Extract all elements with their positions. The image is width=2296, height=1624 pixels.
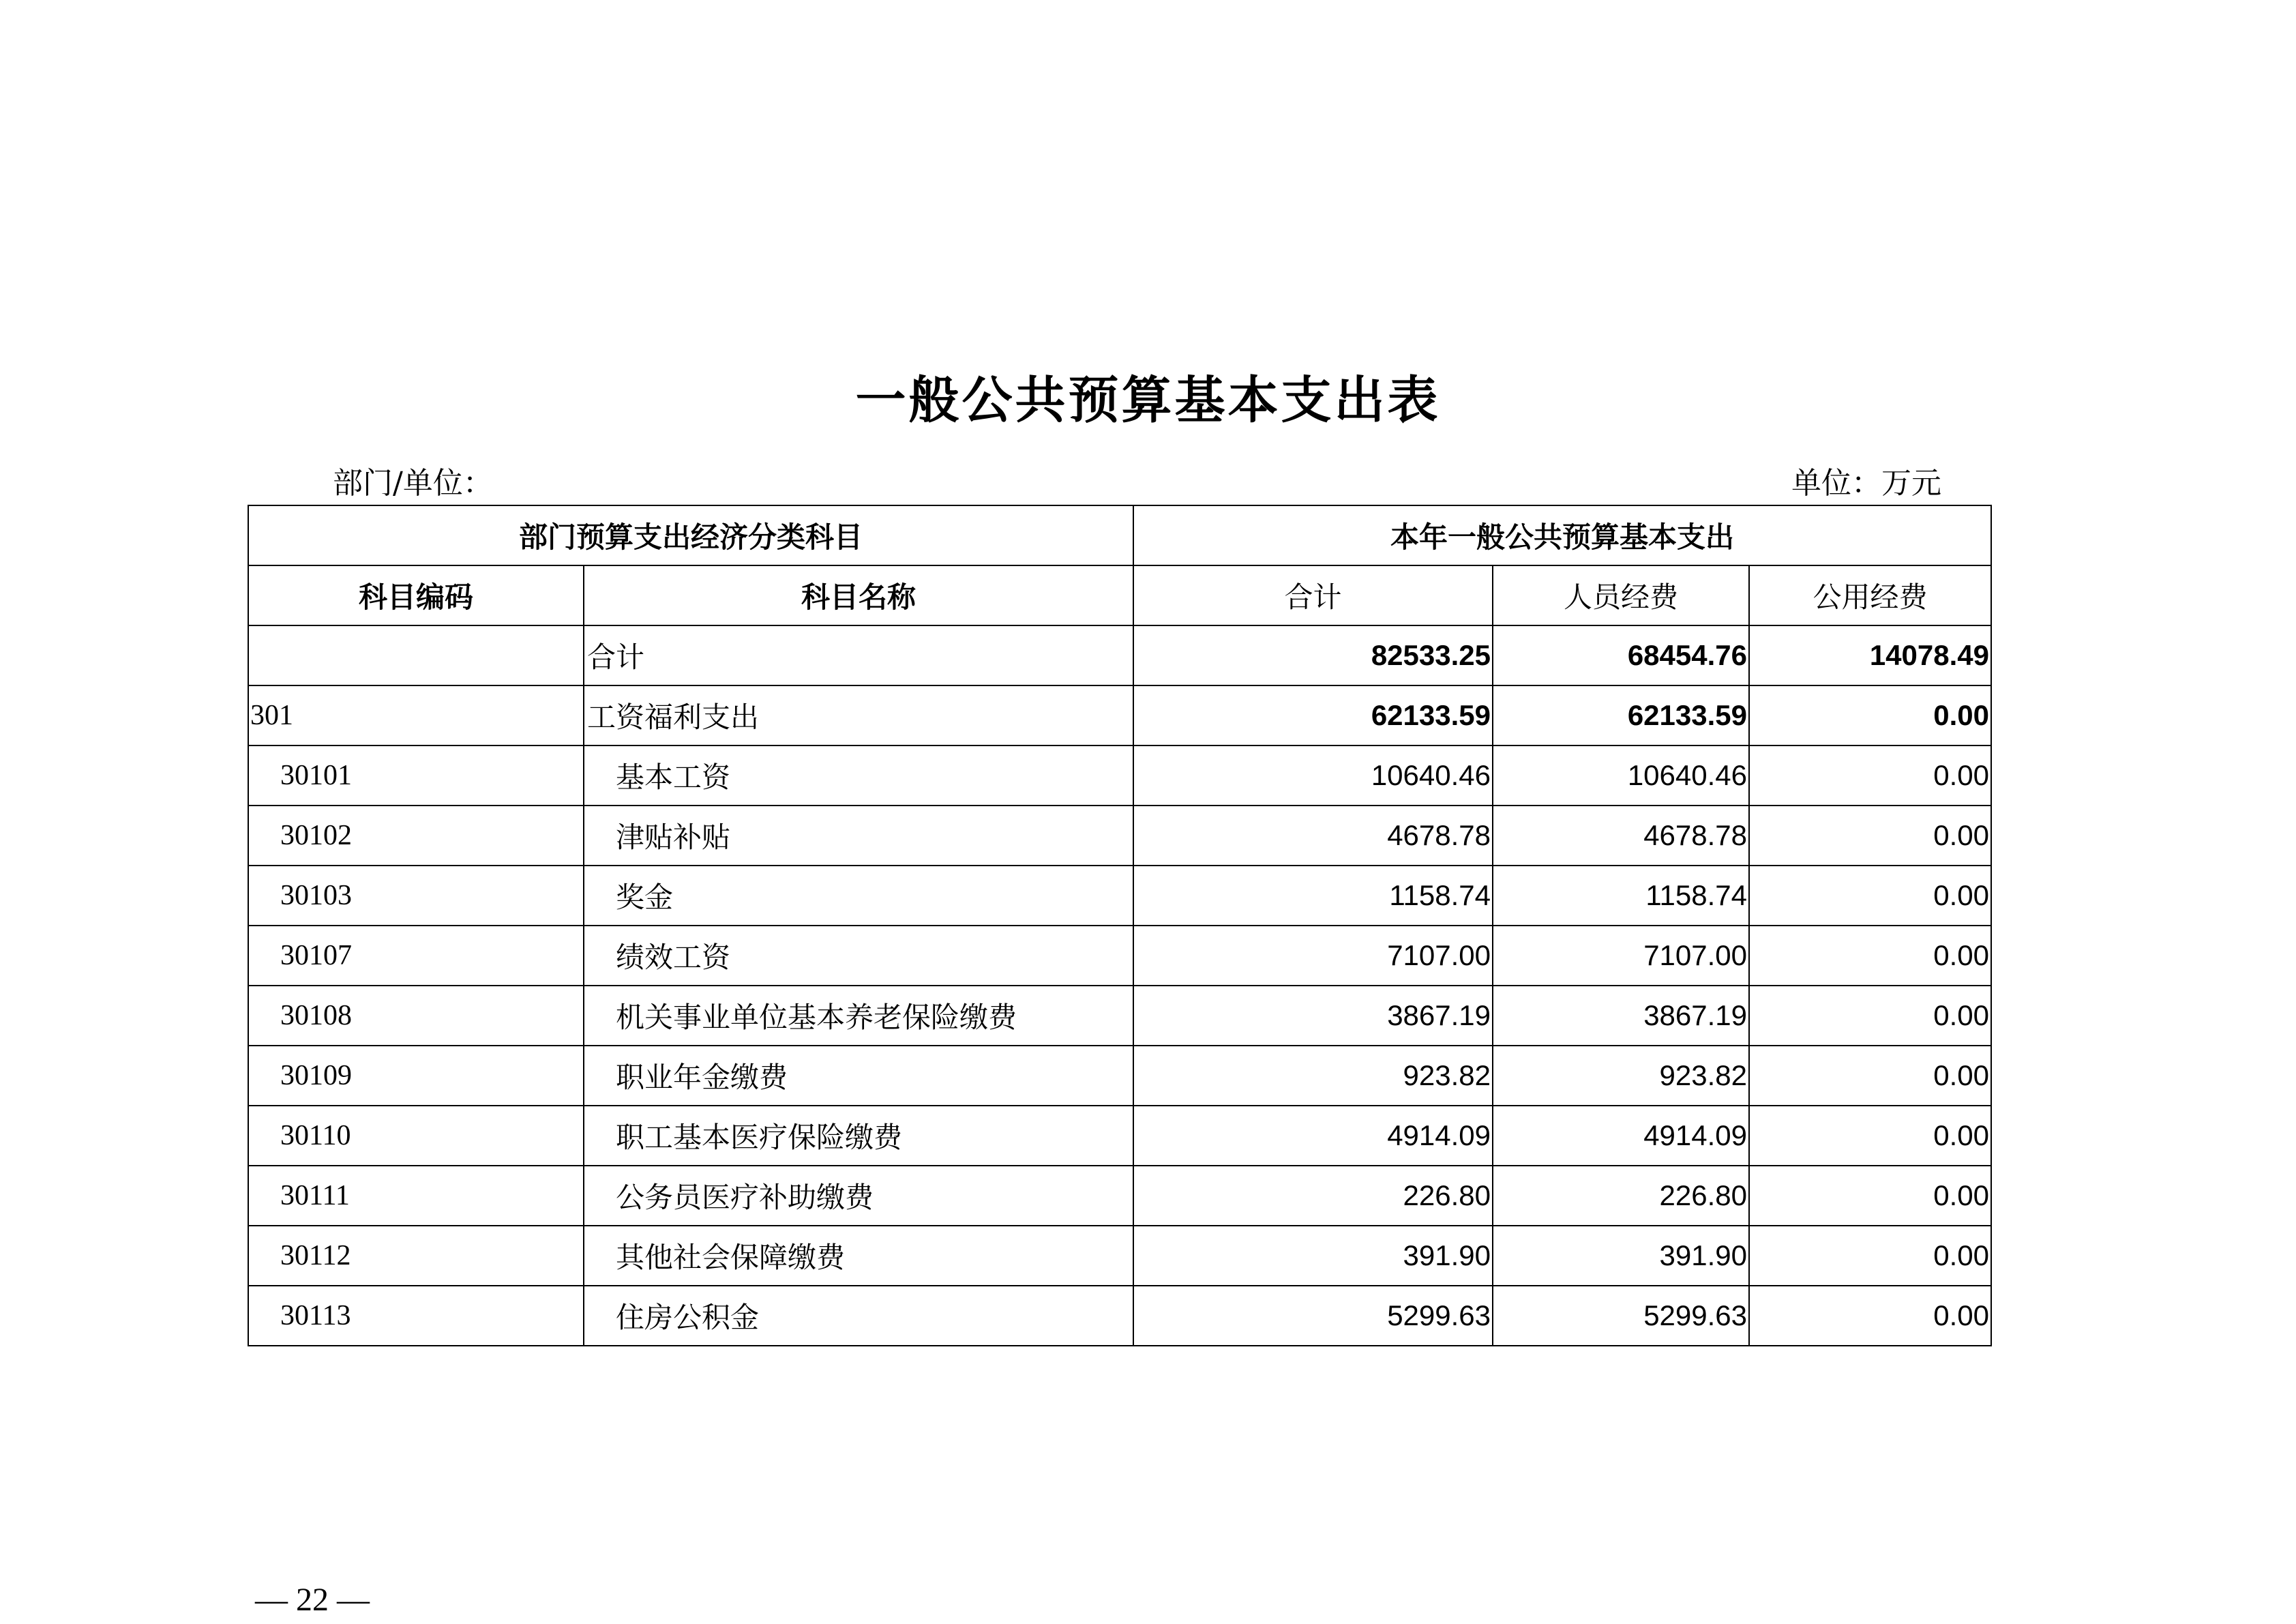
cell-name: 机关事业单位基本养老保险缴费	[584, 986, 1133, 1046]
cell-public: 0.00	[1749, 685, 1991, 745]
cell-code: 30113	[248, 1286, 584, 1346]
table-row	[248, 1046, 1991, 1106]
cell-name: 职业年金缴费	[584, 1046, 1133, 1106]
cell-public: 0.00	[1749, 926, 1991, 986]
cell-code: 30108	[248, 986, 584, 1046]
cell-personnel: 3867.19	[1493, 986, 1749, 1046]
department-label: 部门/单位：	[333, 466, 493, 501]
cell-total: 82533.25	[1133, 625, 1493, 685]
table-row	[248, 986, 1991, 1046]
cell-name: 其他社会保障缴费	[584, 1226, 1133, 1286]
cell-code: 30111	[248, 1166, 584, 1226]
cell-total: 4914.09	[1133, 1106, 1493, 1166]
cell-name: 奖金	[584, 866, 1133, 926]
cell-public: 0.00	[1749, 866, 1991, 926]
header-group-row	[248, 505, 1991, 565]
cell-name: 住房公积金	[584, 1286, 1133, 1346]
cell-personnel: 4678.78	[1493, 806, 1749, 866]
cell-personnel: 226.80	[1493, 1166, 1749, 1226]
cell-total: 5299.63	[1133, 1286, 1493, 1346]
cell-public: 0.00	[1749, 986, 1991, 1046]
cell-total: 1158.74	[1133, 866, 1493, 926]
cell-public: 0.00	[1749, 1286, 1991, 1346]
cell-public: 0.00	[1749, 1166, 1991, 1226]
cell-code: 30110	[248, 1106, 584, 1166]
cell-name: 公务员医疗补助缴费	[584, 1166, 1133, 1226]
cell-public: 0.00	[1749, 1106, 1991, 1166]
table-row	[248, 745, 1991, 806]
header-personnel: 人员经费	[1493, 565, 1749, 625]
table-row	[248, 685, 1991, 745]
page-title: 一般公共预算基本支出表	[855, 371, 1441, 430]
cell-code: 30112	[248, 1226, 584, 1286]
cell-code: 30103	[248, 866, 584, 926]
table-row	[248, 926, 1991, 986]
cell-name: 职工基本医疗保险缴费	[584, 1106, 1133, 1166]
table-row	[248, 1226, 1991, 1286]
cell-total: 391.90	[1133, 1226, 1493, 1286]
cell-code: 301	[248, 685, 584, 745]
cell-personnel: 10640.46	[1493, 745, 1749, 806]
header-code: 科目编码	[248, 565, 584, 625]
cell-name: 合计	[584, 625, 1133, 685]
cell-code: 30109	[248, 1046, 584, 1106]
cell-personnel: 4914.09	[1493, 1106, 1749, 1166]
cell-public: 0.00	[1749, 745, 1991, 806]
header-name: 科目名称	[584, 565, 1133, 625]
cell-total: 226.80	[1133, 1166, 1493, 1226]
cell-total: 4678.78	[1133, 806, 1493, 866]
budget-table	[248, 505, 1992, 1346]
table-row	[248, 1166, 1991, 1226]
header-current-year-expenditure: 本年一般公共预算基本支出	[1133, 505, 1991, 565]
header-total: 合计	[1133, 565, 1493, 625]
cell-personnel: 1158.74	[1493, 866, 1749, 926]
table-row	[248, 1106, 1991, 1166]
header-public: 公用经费	[1749, 565, 1991, 625]
table-row	[248, 806, 1991, 866]
cell-name: 绩效工资	[584, 926, 1133, 986]
cell-personnel: 391.90	[1493, 1226, 1749, 1286]
cell-total: 7107.00	[1133, 926, 1493, 986]
cell-personnel: 68454.76	[1493, 625, 1749, 685]
page-number: — 22 —	[255, 1582, 370, 1618]
cell-personnel: 5299.63	[1493, 1286, 1749, 1346]
cell-public: 0.00	[1749, 806, 1991, 866]
cell-personnel: 923.82	[1493, 1046, 1749, 1106]
table-row	[248, 1286, 1991, 1346]
cell-public: 0.00	[1749, 1046, 1991, 1106]
cell-code: 30101	[248, 745, 584, 806]
cell-name: 工资福利支出	[584, 685, 1133, 745]
cell-public: 14078.49	[1749, 625, 1991, 685]
cell-code: 30107	[248, 926, 584, 986]
header-economic-classification: 部门预算支出经济分类科目	[248, 505, 1133, 565]
cell-total: 3867.19	[1133, 986, 1493, 1046]
cell-code	[248, 625, 584, 685]
header-column-row	[248, 565, 1991, 625]
cell-name: 基本工资	[584, 745, 1133, 806]
cell-personnel: 7107.00	[1493, 926, 1749, 986]
table-row	[248, 866, 1991, 926]
cell-name: 津贴补贴	[584, 806, 1133, 866]
table-row	[248, 625, 1991, 685]
cell-total: 10640.46	[1133, 745, 1493, 806]
cell-code: 30102	[248, 806, 584, 866]
unit-label: 单位：万元	[1791, 466, 1941, 501]
cell-public: 0.00	[1749, 1226, 1991, 1286]
cell-total: 923.82	[1133, 1046, 1493, 1106]
cell-personnel: 62133.59	[1493, 685, 1749, 745]
cell-total: 62133.59	[1133, 685, 1493, 745]
